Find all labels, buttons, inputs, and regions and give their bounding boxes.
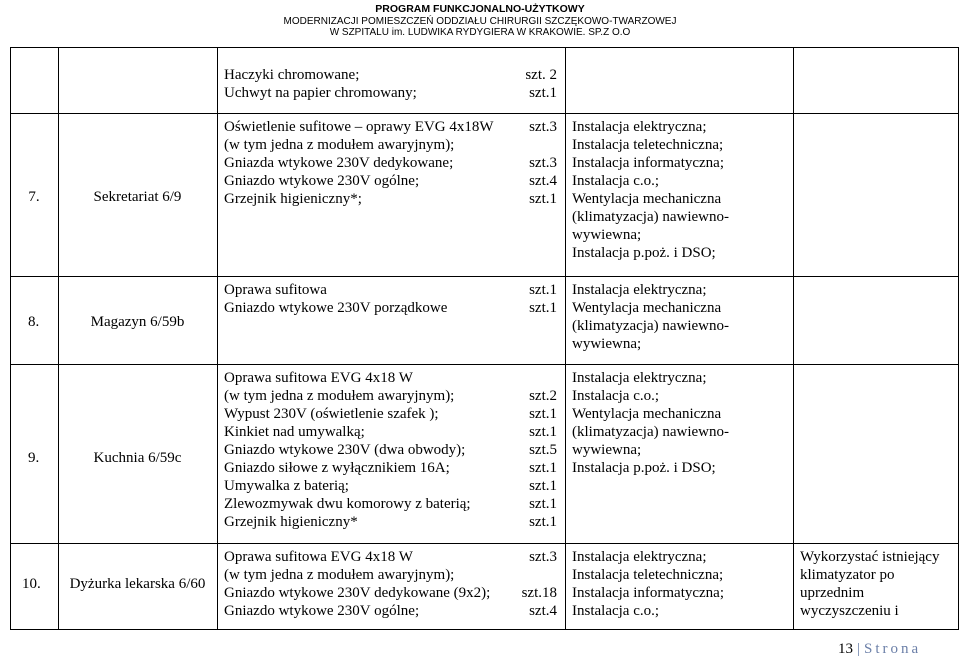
- column-border: [793, 47, 794, 630]
- page-label: Strona: [864, 641, 922, 657]
- installation-item: Instalacja elektryczna;: [572, 549, 707, 565]
- installation-item: Instalacja c.o.;: [572, 173, 660, 189]
- equipment-qty: szt.3: [529, 549, 557, 565]
- row-number: 9.: [28, 450, 40, 466]
- page-footer: [838, 641, 921, 658]
- equipment-qty: szt.1: [529, 496, 557, 512]
- equipment-item: Zlewozmywak dwu komorowy z baterią;: [224, 496, 471, 512]
- table-border-bottom: [10, 629, 958, 630]
- equipment-item: Wypust 230V (oświetlenie szafek );: [224, 406, 439, 422]
- equipment-item: Gniazdo wtykowe 230V porządkowe: [224, 300, 448, 316]
- equipment-item: Kinkiet nad umywalką;: [224, 424, 365, 440]
- column-border: [58, 47, 59, 630]
- equipment-qty: szt.1: [529, 460, 557, 476]
- row-separator: [10, 276, 958, 277]
- note-text: uprzednim: [800, 585, 865, 601]
- room-name: Kuchnia 6/59c: [93, 450, 182, 466]
- equipment-item: Grzejnik higieniczny*: [224, 514, 358, 530]
- column-border: [217, 47, 218, 630]
- equipment-item: Oprawa sufitowa: [224, 282, 327, 298]
- equipment-qty: szt.1: [529, 424, 557, 440]
- document-header: [0, 4, 960, 39]
- installation-item: Instalacja elektryczna;: [572, 119, 707, 135]
- column-border: [10, 47, 11, 630]
- equipment-qty: szt.2: [529, 388, 557, 404]
- equipment-qty: szt.3: [529, 155, 557, 171]
- installation-item: Wentylacja mechaniczna: [572, 191, 722, 207]
- header-line-3: W SZPITALU im. LUDWIKA RYDYGIERA W KRAKOWIE. SP.Z O.O: [329, 27, 631, 38]
- installation-item: (klimatyzacja) nawiewno-: [572, 209, 730, 225]
- header-line-1: PROGRAM FUNKCJONALNO-UŻYTKOWY: [375, 3, 585, 15]
- row-number: 7.: [28, 189, 40, 205]
- equipment-item: Gniazdo wtykowe 230V ogólne;: [224, 173, 420, 189]
- equipment-item: Oprawa sufitowa EVG 4x18 W: [224, 549, 413, 565]
- footer-separator: |: [857, 641, 861, 657]
- equipment-item: (w tym jedna z modułem awaryjnym);: [224, 137, 455, 153]
- row-number: 8.: [28, 314, 40, 330]
- note-text: Wykorzystać istniejący: [800, 549, 940, 565]
- equipment-qty: szt.18: [521, 585, 557, 601]
- equipment-qty: szt. 2: [525, 67, 557, 83]
- equipment-item: (w tym jedna z modułem awaryjnym);: [224, 388, 455, 404]
- installation-item: Instalacja elektryczna;: [572, 370, 707, 386]
- equipment-qty: szt.4: [529, 603, 557, 619]
- equipment-qty: szt.1: [529, 406, 557, 422]
- installation-item: wywiewna;: [572, 227, 642, 243]
- equipment-item: Uchwyt na papier chromowany;: [224, 85, 417, 101]
- equipment-item: Grzejnik higieniczny*;: [224, 191, 362, 207]
- installation-item: Instalacja c.o.;: [572, 603, 660, 619]
- column-border: [565, 47, 566, 630]
- installation-item: wywiewna;: [572, 442, 642, 458]
- installation-item: Instalacja informatyczna;: [572, 155, 725, 171]
- equipment-item: Haczyki chromowane;: [224, 67, 360, 83]
- installation-item: wywiewna;: [572, 336, 642, 352]
- equipment-item: Gniazdo siłowe z wyłącznikiem 16A;: [224, 460, 450, 476]
- installation-item: Instalacja p.poż. i DSO;: [572, 460, 716, 476]
- installation-item: Instalacja teletechniczna;: [572, 137, 724, 153]
- equipment-item: Oświetlenie sufitowe – oprawy EVG 4x18W: [224, 119, 494, 135]
- note-text: wyczyszczeniu i: [800, 603, 899, 619]
- installation-item: Instalacja c.o.;: [572, 388, 660, 404]
- equipment-item: Oprawa sufitowa EVG 4x18 W: [224, 370, 413, 386]
- row-separator: [10, 543, 958, 544]
- column-border: [958, 47, 959, 630]
- row-separator: [10, 113, 958, 114]
- installation-item: Wentylacja mechaniczna: [572, 300, 722, 316]
- equipment-item: Gniazda wtykowe 230V dedykowane;: [224, 155, 454, 171]
- installation-item: Instalacja teletechniczna;: [572, 567, 724, 583]
- equipment-qty: szt.1: [529, 478, 557, 494]
- equipment-item: Gniazdo wtykowe 230V dedykowane (9x2);: [224, 585, 491, 601]
- installation-item: (klimatyzacja) nawiewno-: [572, 318, 730, 334]
- installation-item: (klimatyzacja) nawiewno-: [572, 424, 730, 440]
- room-name: Magazyn 6/59b: [90, 314, 185, 330]
- table-border-top: [10, 47, 958, 48]
- note-text: klimatyzator po: [800, 567, 895, 583]
- equipment-qty: szt.1: [529, 85, 557, 101]
- equipment-qty: szt.1: [529, 282, 557, 298]
- installation-item: Wentylacja mechaniczna: [572, 406, 722, 422]
- equipment-item: Gniazdo wtykowe 230V ogólne;: [224, 603, 420, 619]
- equipment-item: (w tym jedna z modułem awaryjnym);: [224, 567, 455, 583]
- header-line-2: MODERNIZACJI POMIESZCZEŃ ODDZIAŁU CHIRURGII SZCZĘKOWO-TWARZOWEJ: [283, 15, 677, 27]
- installation-item: Instalacja p.poż. i DSO;: [572, 245, 716, 261]
- equipment-qty: szt.4: [529, 173, 557, 189]
- equipment-qty: szt.5: [529, 442, 557, 458]
- equipment-qty: szt.1: [529, 300, 557, 316]
- page-number: 13: [838, 641, 853, 657]
- room-name: Dyżurka lekarska 6/60: [69, 576, 206, 592]
- room-name: Sekretariat 6/9: [93, 189, 182, 205]
- row-number: 10.: [22, 576, 41, 592]
- equipment-qty: szt.3: [529, 119, 557, 135]
- installation-item: Instalacja elektryczna;: [572, 282, 707, 298]
- equipment-item: Umywalka z baterią;: [224, 478, 349, 494]
- equipment-qty: szt.1: [529, 191, 557, 207]
- installation-item: Instalacja informatyczna;: [572, 585, 725, 601]
- equipment-qty: szt.1: [529, 514, 557, 530]
- equipment-item: Gniazdo wtykowe 230V (dwa obwody);: [224, 442, 466, 458]
- row-separator: [10, 364, 958, 365]
